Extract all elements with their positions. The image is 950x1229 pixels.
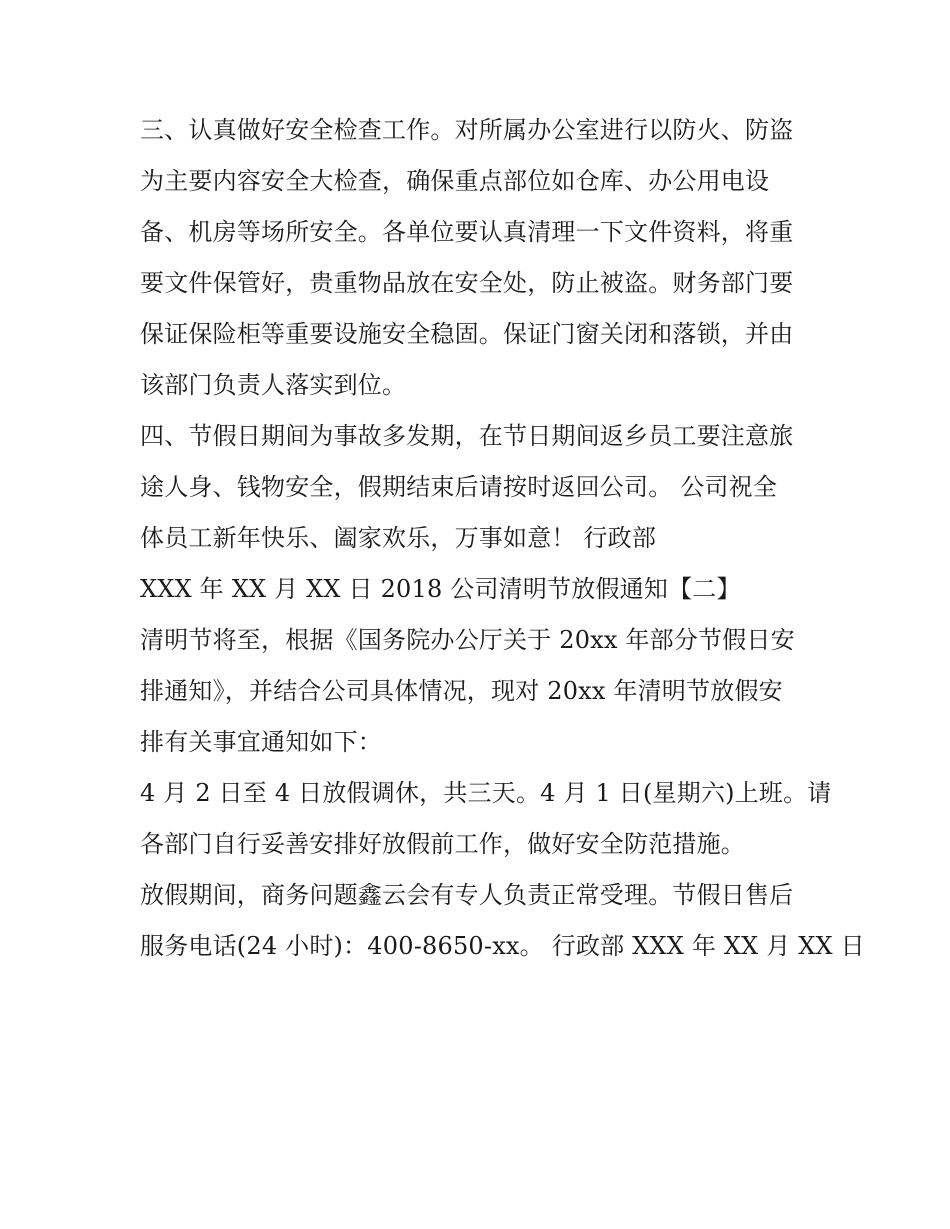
text-line: 备、机房等场所安全。各单位要认真清理一下文件资料，将重: [140, 218, 794, 246]
text-line: 放假期间，商务问题鑫云会有专人负责正常受理。节假日售后: [140, 881, 794, 909]
text-line: 途人身、钱物安全，假期结束后请按时返回公司。 公司祝全: [140, 473, 778, 501]
text-line: 该部门负责人落实到位。: [140, 371, 407, 399]
text-line: 清明节将至，根据《国务院办公厅关于 20xx 年部分节假日安: [140, 626, 795, 654]
text-line: 排通知》，并结合公司具体情况，现对 20xx 年清明节放假安: [140, 677, 783, 705]
text-line: 三、认真做好安全检查工作。对所属办公室进行以防火、防盗: [140, 116, 794, 144]
text-line: 为主要内容安全大检查，确保重点部位如仓库、办公用电设: [140, 167, 770, 195]
text-line: 体员工新年快乐、阖家欢乐，万事如意！ 行政部: [140, 524, 657, 552]
text-line: 服务电话(24 小时)：400-8650-xx。 行政部 XXX 年 XX 月 XX 日: [140, 932, 865, 960]
text-line: 排有关事宜通知如下：: [140, 728, 382, 756]
text-line: 4 月 2 日至 4 日放假调休，共三天。4 月 1 日(星期六)上班。请: [140, 779, 832, 807]
text-line: 要文件保管好，贵重物品放在安全处，防止被盗。财务部门要: [140, 269, 794, 297]
text-line: XXX 年 XX 月 XX 日 2018 公司清明节放假通知【二】: [140, 575, 741, 603]
text-line: 各部门自行妥善安排好放假前工作，做好安全防范措施。: [140, 830, 745, 858]
document-body: [140, 105, 865, 972]
text-line: 四、节假日期间为事故多发期，在节日期间返乡员工要注意旅: [140, 422, 794, 450]
text-line: 保证保险柜等重要设施安全稳固。保证门窗关闭和落锁，并由: [140, 320, 794, 348]
